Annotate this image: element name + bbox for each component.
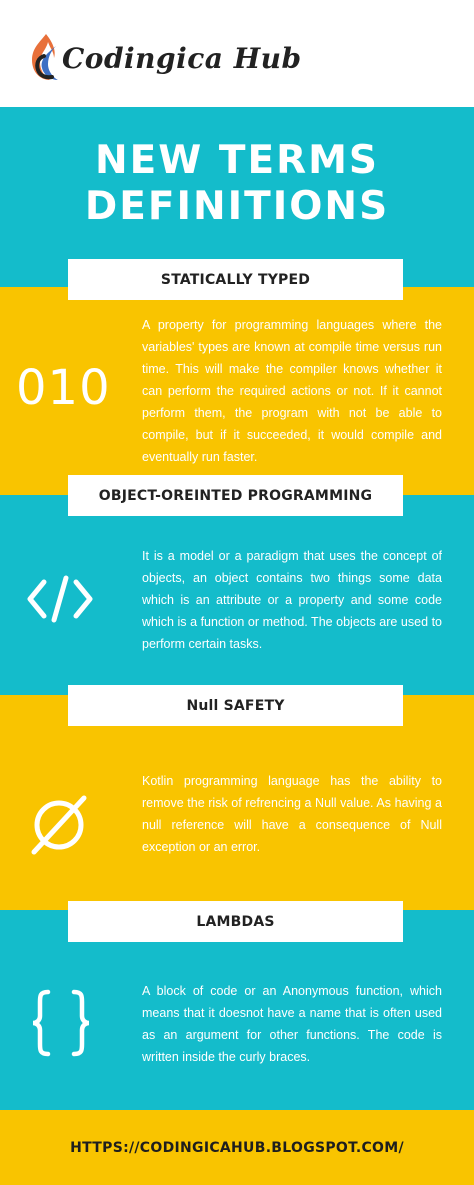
brand-name: Codingica Hub: [62, 41, 302, 75]
footer-url-link[interactable]: HTTPS://CODINGICAHUB.BLOGSPOT.COM/: [70, 1140, 404, 1156]
header: [0, 0, 474, 107]
section-heading-oop: OBJECT-OREINTED PROGRAMMING: [68, 475, 403, 516]
page-title-line-2: DEFINITIONS: [84, 184, 390, 229]
empty-set-icon: [26, 792, 92, 863]
binary-010-icon: 010: [16, 360, 111, 416]
page-title-line-1: NEW TERMS: [94, 138, 380, 183]
section-description-statically-typed: A property for programming languages where the variables' types are known at compile time versus run time. This will make the compiler knows whether it can perform the required actions or not. If it cannot perform them, the program with not be able to compile, but if it succeeded, it would compile and eventually run faster.: [142, 318, 442, 464]
curly-braces-icon: [30, 988, 92, 1063]
brand-logo: [26, 30, 302, 86]
section-description-null-safety: Kotlin programming language has the ability to remove the risk of refrencing a Null value. As having a null reference will have a consequence of Null exception or an error.: [142, 774, 442, 854]
page-title: [0, 138, 474, 230]
section-description-oop: It is a model or a paradigm that uses the concept of objects, an object contains two things some data which is an attribute or a property and some code which is a function or method. The objects are used to perform certain tasks.: [142, 549, 442, 651]
section-heading-statically-typed: STATICALLY TYPED: [68, 259, 403, 300]
flame-c-logo-icon: [26, 32, 60, 84]
section-description-lambdas: A block of code or an Anonymous function, which means that it doesnot have a name that is often used as an argument for other functions. The code is written inside the curly braces.: [142, 984, 442, 1064]
section-heading-null-safety: Null SAFETY: [68, 685, 403, 726]
code-tag-icon: [26, 574, 94, 629]
section-heading-lambdas: LAMBDAS: [68, 901, 403, 942]
